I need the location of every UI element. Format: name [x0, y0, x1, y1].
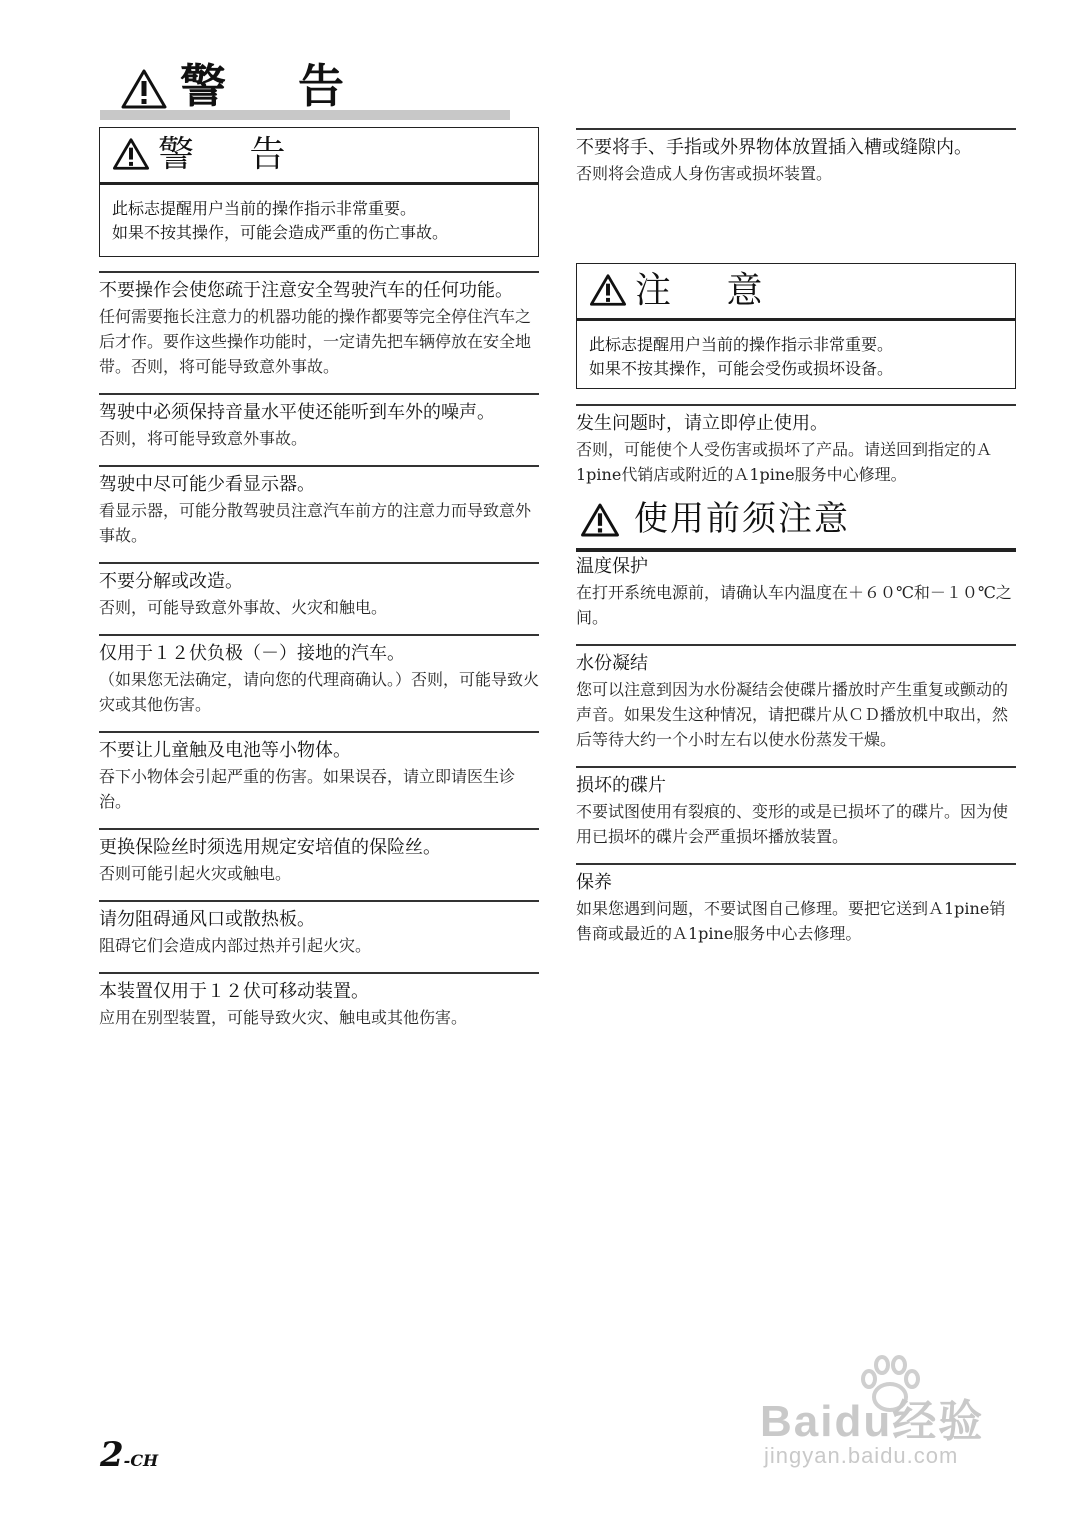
caution-box-header	[577, 264, 1015, 321]
item-heading: 不要让儿童触及电池等小物体。	[99, 740, 351, 761]
item-body: 否则，可能使个人受伤害或损坏了产品。请送回到指定的Ａ1pine代销店或附近的Ａ1pine服务中心修理。	[576, 440, 993, 484]
caution-box	[576, 263, 1016, 389]
caution-item	[576, 404, 1016, 487]
precaution-item	[576, 644, 1016, 752]
warning-item	[99, 731, 539, 814]
item-heading: 不要分解或改造。	[99, 571, 243, 592]
main-warning-header	[100, 58, 510, 120]
item-heading: 不要将手、手指或外界物体放置插入槽或缝隙内。	[576, 137, 972, 158]
warning-item	[99, 972, 539, 1030]
item-body: 在打开系统电源前，请确认车内温度在＋６０℃和－１０℃之间。	[576, 583, 1012, 627]
page-number-value: 2	[100, 1435, 124, 1475]
item-heading: 保养	[576, 872, 612, 893]
warning-triangle-icon	[580, 502, 620, 538]
caution-box-line: 此标志提醒用户当前的操作指示非常重要。	[589, 335, 894, 354]
item-heading: 驾驶中必须保持音量水平使还能听到车外的噪声。	[99, 402, 495, 423]
item-body: 否则，将可能导致意外事故。	[99, 429, 308, 448]
item-body: 吞下小物体会引起严重的伤害。如果误吞，请立即请医生诊治。	[99, 767, 516, 811]
warning-item	[576, 128, 1016, 186]
warning-box-line: 此标志提醒用户当前的操作指示非常重要。	[112, 199, 417, 218]
precaution-item	[576, 863, 1016, 946]
warning-item	[99, 271, 539, 379]
warning-box-line: 如果不按其操作，可能会造成严重的伤亡事故。	[112, 223, 449, 242]
caution-box-body	[577, 321, 1015, 381]
item-heading: 损坏的碟片	[576, 775, 666, 796]
warning-item	[99, 465, 539, 548]
warning-box-title: 警 告	[158, 134, 308, 175]
item-body: 如果您遇到问题，不要试图自己修理。要把它送到Ａ1pine销售商或最近的Ａ1pine服务中心去修理。	[576, 899, 1006, 943]
item-heading: 不要操作会使您疏于注意安全驾驶汽车的任何功能。	[99, 280, 513, 301]
watermark-url: jingyan.baidu.com	[764, 1443, 959, 1468]
baidu-watermark	[760, 1355, 1020, 1475]
item-body: 否则将会造成人身伤害或损坏装置。	[576, 164, 833, 183]
left-column	[99, 271, 539, 1044]
item-body: 不要试图使用有裂痕的、变形的或是已损坏了的碟片。因为使用已损坏的碟片会严重损坏播放装置。	[576, 802, 1009, 846]
warning-triangle-icon	[120, 68, 168, 110]
page-number	[100, 1435, 158, 1475]
warning-box	[99, 127, 539, 257]
item-heading: 驾驶中尽可能少看显示器。	[99, 474, 315, 495]
item-body: 任何需要拖长注意力的机器功能的操作都要等完全停住汽车之后才作。要作这些操作功能时，一定请先把车辆停放在安全地带。否则，将可能导致意外事故。	[99, 307, 532, 376]
item-body: 应用在别型装置，可能导致火灾、触电或其他伤害。	[99, 1008, 468, 1027]
warning-box-body	[100, 185, 538, 245]
item-heading: 仅用于１２伏负极（－）接地的汽车。	[99, 643, 405, 664]
warning-item	[99, 393, 539, 451]
item-body: 阻碍它们会造成内部过热并引起火灾。	[99, 936, 372, 955]
watermark-text: Baidu经验	[760, 1397, 985, 1446]
caution-box-line: 如果不按其操作，可能会受伤或损坏设备。	[589, 359, 894, 378]
warning-box-header	[100, 128, 538, 185]
item-heading: 发生问题时，请立即停止使用。	[576, 413, 828, 434]
warning-item	[99, 828, 539, 886]
warning-triangle-icon	[112, 137, 150, 171]
item-body: 否则，可能导致意外事故、火灾和触电。	[99, 598, 388, 617]
precautions-column	[576, 554, 1016, 960]
item-body: 看显示器，可能分散驾驶员注意汽车前方的注意力而导致意外事故。	[99, 501, 532, 545]
item-body: 您可以注意到因为水份凝结会使碟片播放时产生重复或颤动的声音。如果发生这种情况，请把碟片从ＣＤ播放机中取出，然后等待大约一个小时左右以使水份蒸发干燥。	[576, 680, 1009, 749]
precaution-item	[576, 554, 1016, 630]
item-heading: 温度保护	[576, 556, 648, 577]
precautions-section-header	[576, 496, 1016, 552]
warning-item	[99, 634, 539, 717]
main-header-title: 警 告	[180, 59, 373, 113]
page-number-suffix: -CH	[123, 1451, 159, 1470]
right-mid-column	[576, 404, 1016, 501]
warning-item	[99, 562, 539, 620]
item-body: 否则可能引起火灾或触电。	[99, 864, 292, 883]
item-heading: 本装置仅用于１２伏可移动装置。	[99, 981, 369, 1002]
item-heading: 请勿阻碍通风口或散热板。	[99, 909, 315, 930]
item-body: （如果您无法确定，请向您的代理商确认。）否则，可能导致火灾或其他伤害。	[99, 670, 540, 714]
section-title: 使用前须注意	[634, 499, 850, 539]
warning-item	[99, 900, 539, 958]
item-heading: 水份凝结	[576, 653, 648, 674]
item-heading: 更换保险丝时须选用规定安培值的保险丝。	[99, 837, 441, 858]
precaution-item	[576, 766, 1016, 849]
caution-triangle-icon	[589, 273, 627, 307]
caution-box-title: 注 意	[635, 270, 785, 311]
right-top-column	[576, 128, 1016, 200]
